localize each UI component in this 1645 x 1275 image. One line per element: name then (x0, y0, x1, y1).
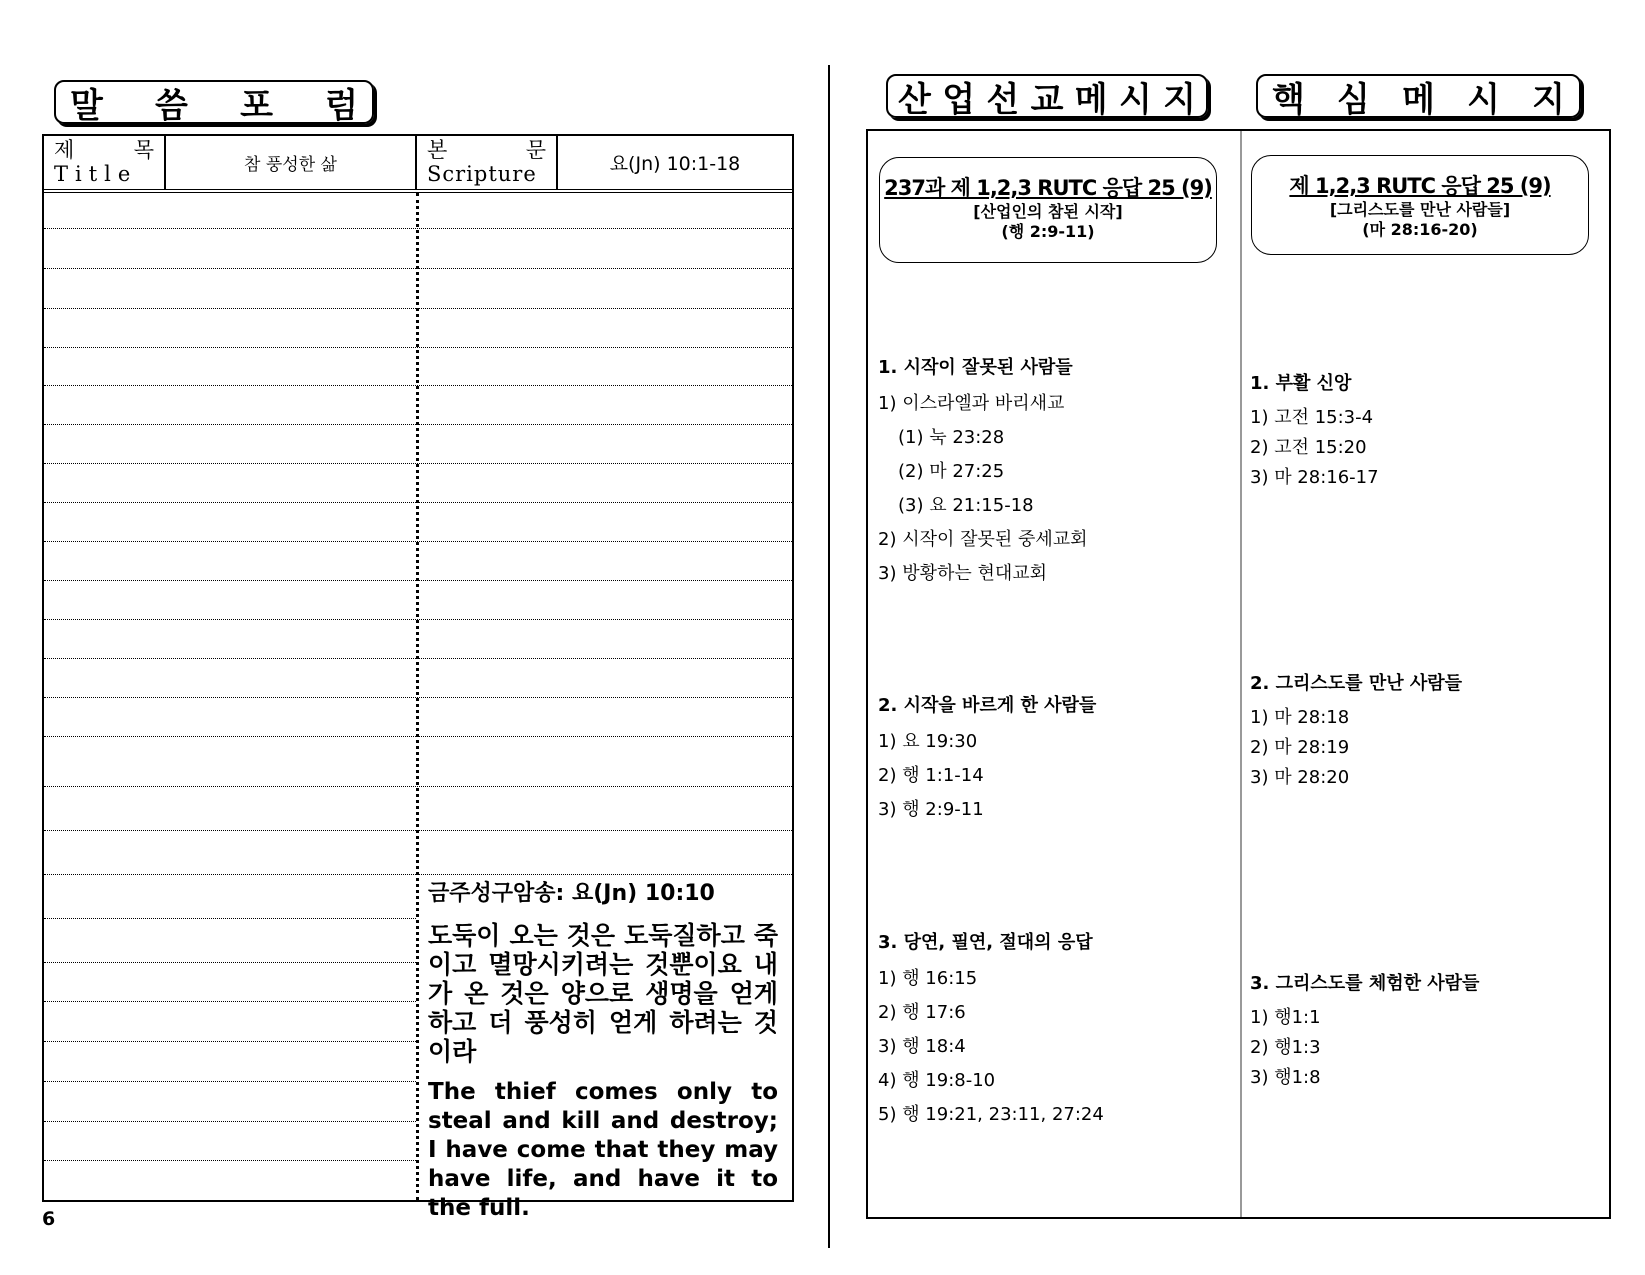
note-line (44, 1081, 416, 1082)
note-line (44, 385, 792, 386)
section-heading: 2. 그리스도를 만난 사람들 (1250, 673, 1463, 694)
list-item: 2) 행 17:6 (878, 1002, 966, 1023)
list-item: 2) 행1:3 (1250, 1037, 1321, 1058)
core-section-1 (1250, 369, 1590, 493)
forum-title-box (54, 80, 374, 124)
list-item: 4) 행 19:8-10 (878, 1070, 996, 1091)
page-number: 6 (42, 1208, 56, 1230)
list-item: 1) 요 19:30 (878, 731, 978, 752)
list-item: (1) 눅 23:28 (898, 427, 1005, 448)
industrial-title-char: 선 (986, 79, 1020, 120)
industrial-title-char: 지 (1163, 79, 1196, 120)
industrial-lesson-reference: (행 2:9-11) (1001, 222, 1095, 241)
note-line (44, 228, 792, 229)
note-line (44, 658, 792, 659)
title-label-ko-2: 목 (133, 138, 154, 162)
list-item: 3) 방황하는 현대교회 (878, 563, 1048, 584)
industrial-title-char: 교 (1030, 79, 1064, 120)
list-item: 2) 마 28:19 (1250, 737, 1350, 758)
scripture-label-cell (417, 136, 558, 189)
list-item: 3) 행1:8 (1250, 1067, 1321, 1088)
note-line (44, 619, 792, 620)
industrial-message-title-box (886, 74, 1208, 118)
note-line (44, 580, 792, 581)
note-line (44, 918, 416, 919)
core-title-char: 핵 (1272, 79, 1305, 120)
core-lesson-subtitle: [그리스도를 만난 사람들] (1329, 200, 1511, 219)
list-item: 1) 행 16:15 (878, 968, 978, 989)
core-message-title-box (1256, 74, 1581, 118)
industrial-section-3 (878, 928, 1218, 1132)
memory-verse-korean: 도둑이 오는 것은 도둑질하고 죽이고 멸망시키려는 것뿐이요 내가 온 것은 양으로 생명을 얻게 하고 더 풍성히 얻게 하려는 것이라 (428, 921, 778, 1066)
industrial-lesson-title: 237과 제 1,2,3 RUTC 응답 25 (9) (884, 176, 1212, 200)
note-line (44, 786, 792, 787)
core-title-char: 메 (1402, 79, 1435, 120)
list-item: 2) 고전 15:20 (1250, 437, 1367, 458)
note-line (44, 736, 792, 737)
note-line (44, 541, 792, 542)
note-line (44, 830, 792, 831)
list-item: 2) 행 1:1-14 (878, 765, 984, 786)
list-item: (3) 요 21:15-18 (898, 495, 1034, 516)
memory-verse (428, 876, 778, 1223)
scripture-label-en: Scripture (427, 162, 537, 186)
note-table-header (44, 136, 792, 193)
note-table (42, 134, 794, 1221)
list-item: 3) 행 2:9-11 (878, 799, 984, 820)
core-section-3 (1250, 969, 1590, 1093)
industrial-title-char: 메 (1074, 79, 1108, 120)
note-line (44, 962, 416, 963)
note-line (44, 347, 792, 348)
message-column-divider (1240, 131, 1242, 1217)
industrial-section-1 (878, 353, 1218, 591)
core-title-char: 지 (1532, 79, 1565, 120)
section-heading: 3. 당연, 필연, 절대의 응답 (878, 932, 1093, 953)
section-heading: 3. 그리스도를 체험한 사람들 (1250, 973, 1480, 994)
note-line (44, 463, 792, 464)
list-item: 1) 행1:1 (1250, 1007, 1321, 1028)
note-line (44, 308, 792, 309)
note-line (44, 268, 792, 269)
section-heading: 1. 부활 신앙 (1250, 373, 1352, 394)
title-label-ko-1: 제 (54, 138, 75, 162)
section-heading: 1. 시작이 잘못된 사람들 (878, 357, 1073, 378)
list-item: 1) 이스라엘과 바리새교 (878, 393, 1065, 414)
core-lesson-reference: (마 28:16-20) (1362, 220, 1478, 239)
scripture-label-ko-1: 본 (427, 138, 448, 162)
forum-title-char: 말 (70, 85, 103, 126)
core-lesson-title: 제 1,2,3 RUTC 응답 25 (9) (1289, 174, 1551, 198)
scripture-label-ko-2: 문 (525, 138, 546, 162)
page-fold-line (828, 65, 830, 1248)
memory-verse-heading: 금주성구암송: 요(Jn) 10:10 (428, 881, 715, 906)
industrial-section-2 (878, 691, 1218, 827)
industrial-title-char: 시 (1118, 79, 1152, 120)
note-line (44, 502, 792, 503)
industrial-lesson-box (879, 157, 1217, 263)
list-item: 3) 마 28:16-17 (1250, 467, 1379, 488)
note-line (44, 424, 792, 425)
note-line (44, 697, 792, 698)
note-line (44, 1121, 416, 1122)
industrial-title-char: 산 (898, 79, 931, 120)
list-item: 1) 고전 15:3-4 (1250, 407, 1374, 428)
industrial-title-char: 업 (942, 79, 976, 120)
note-line (44, 1160, 416, 1161)
list-item: 2) 시작이 잘못된 중세교회 (878, 529, 1088, 550)
industrial-lesson-subtitle: [산업인의 참된 시작] (973, 202, 1123, 221)
note-line (44, 1041, 416, 1042)
core-title-char: 심 (1337, 79, 1370, 120)
forum-title-char: 포 (240, 85, 273, 126)
core-section-2 (1250, 669, 1590, 793)
forum-title-char: 럼 (325, 85, 358, 126)
scripture-reference: 요(Jn) 10:1-18 (609, 153, 741, 175)
message-frame (866, 129, 1611, 1219)
list-item: 5) 행 19:21, 23:11, 27:24 (878, 1104, 1104, 1125)
title-label-cell (44, 136, 166, 189)
core-lesson-box (1251, 155, 1589, 255)
sermon-title: 참 풍성한 삶 (166, 136, 417, 189)
note-line (44, 1001, 416, 1002)
section-heading: 2. 시작을 바르게 한 사람들 (878, 695, 1097, 716)
list-item: 3) 행 18:4 (878, 1036, 966, 1057)
list-item: 3) 마 28:20 (1250, 767, 1350, 788)
list-item: (2) 마 27:25 (898, 461, 1005, 482)
list-item: 1) 마 28:18 (1250, 707, 1350, 728)
forum-title-char: 씀 (155, 85, 188, 126)
memory-verse-english: The thief comes only to steal and kill and destroy; I have come that they may have life, and have it to the full. (428, 1079, 778, 1221)
title-label-en: Title (54, 162, 138, 186)
core-title-char: 시 (1467, 79, 1500, 120)
note-line (44, 874, 792, 875)
